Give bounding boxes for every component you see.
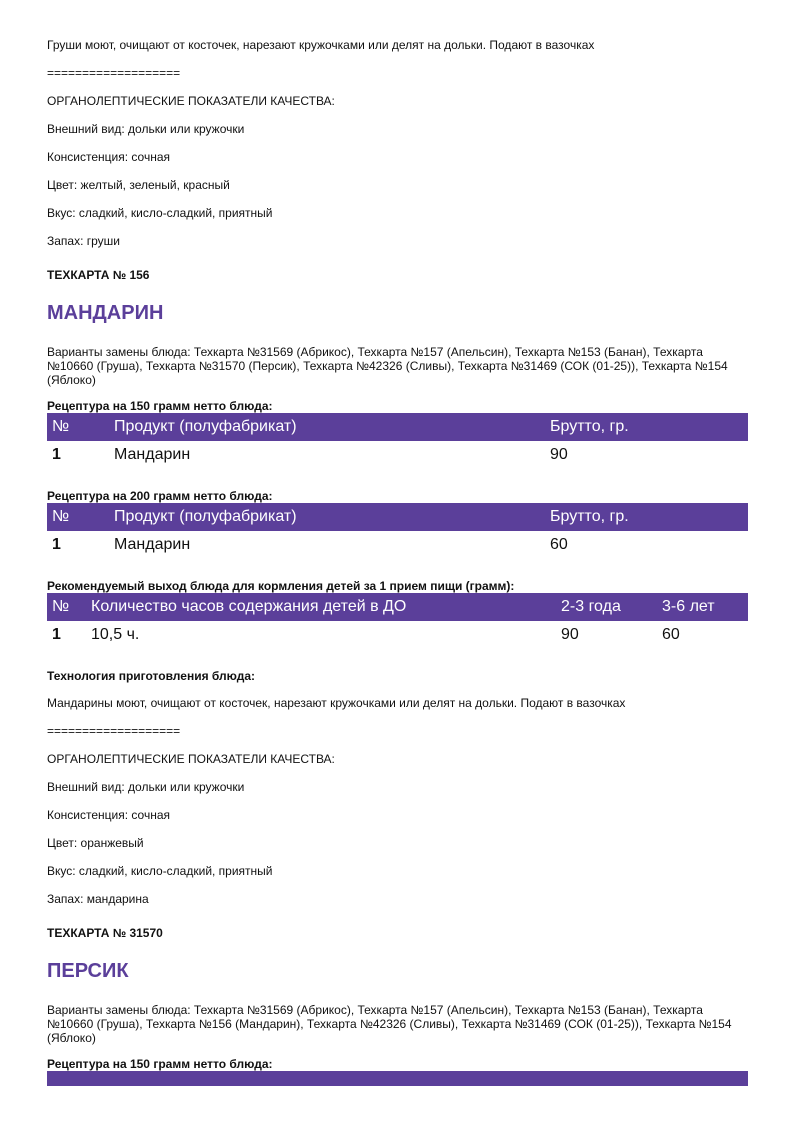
mandarin-appearance: Внешний вид: дольки или кружочки	[47, 780, 245, 794]
pear-tech-text: Груши моют, очищают от косточек, нарезают кружочками или делят на дольки. Подают в вазочках	[47, 38, 595, 52]
peach-card-number: ТЕХКАРТА № 31570	[47, 926, 163, 940]
header-cell-gross: Брутто, гр.	[550, 508, 629, 525]
mandarin-tech-heading: Технология приготовления блюда:	[47, 669, 256, 683]
pear-organo-title: ОРГАНОЛЕПТИЧЕСКИЕ ПОКАЗАТЕЛИ КАЧЕСТВА:	[47, 94, 335, 108]
row-cell-number: 1	[52, 446, 61, 463]
peach-variants: Варианты замены блюда: Техкарта №31569 (Абрикос), Техкарта №157 (Апельсин), Техкарта №153 (Банан), Техкарта №10660 (Груша), Техкарта №156 (Мандарин), Техкарта №42326 (Сливы), Техкарта №31469 (СОК (01-25)), Техкарта №154 (Яблоко)	[47, 1003, 732, 1045]
peach-recipe150-table-header	[47, 1071, 748, 1086]
mandarin-divider: ===================	[47, 724, 181, 738]
mandarin-yield-table-header	[47, 593, 748, 621]
row-cell-product: Мандарин	[114, 446, 191, 463]
peach-recipe150-heading: Рецептура на 150 грамм нетто блюда:	[47, 1057, 273, 1071]
header-cell-number: №	[52, 508, 70, 525]
row-cell-number: 1	[52, 626, 61, 643]
pear-color: Цвет: желтый, зеленый, красный	[47, 178, 230, 192]
mandarin-card-number: ТЕХКАРТА № 156	[47, 268, 150, 282]
header-cell-number: №	[52, 598, 70, 615]
mandarin-taste: Вкус: сладкий, кисло-сладкий, приятный	[47, 864, 273, 878]
mandarin-tech-text: Мандарины моют, очищают от косточек, нарезают кружочками или делят на дольки. Подают в вазочках	[47, 696, 626, 710]
row-cell-gross: 60	[550, 536, 568, 553]
row-cell-gross: 90	[550, 446, 568, 463]
row-cell-product: Мандарин	[114, 536, 191, 553]
mandarin-color: Цвет: оранжевый	[47, 836, 144, 850]
mandarin-variants: Варианты замены блюда: Техкарта №31569 (Абрикос), Техкарта №157 (Апельсин), Техкарта №153 (Банан), Техкарта №10660 (Груша), Техкарта №31570 (Персик), Техкарта №42326 (Сливы), Техкарта №31469 (СОК (01-25)), Техкарта №154 (Яблоко)	[47, 345, 728, 387]
mandarin-yield-heading: Рекомендуемый выход блюда для кормления детей за 1 прием пищи (грамм):	[47, 579, 515, 593]
table-row	[47, 531, 748, 559]
mandarin-organo-title: ОРГАНОЛЕПТИЧЕСКИЕ ПОКАЗАТЕЛИ КАЧЕСТВА:	[47, 752, 335, 766]
mandarin-recipe150-table-header	[47, 413, 748, 441]
mandarin-recipe150-heading: Рецептура на 150 грамм нетто блюда:	[47, 399, 273, 413]
peach-title: ПЕРСИК	[47, 960, 129, 982]
header-cell-age-2-3: 2-3 года	[561, 598, 621, 615]
table-row	[47, 441, 748, 469]
header-cell-product: Продукт (полуфабрикат)	[114, 508, 297, 525]
pear-appearance: Внешний вид: дольки или кружочки	[47, 122, 245, 136]
mandarin-recipe200-heading: Рецептура на 200 грамм нетто блюда:	[47, 489, 273, 503]
mandarin-recipe200-table-header	[47, 503, 748, 531]
table-row	[47, 621, 748, 649]
header-cell-gross: Брутто, гр.	[550, 418, 629, 435]
row-cell-hours: 10,5 ч.	[91, 626, 140, 643]
row-cell-age-2-3: 90	[561, 626, 579, 643]
mandarin-smell: Запах: мандарина	[47, 892, 149, 906]
pear-consistency: Консистенция: сочная	[47, 150, 170, 164]
header-cell-product: Продукт (полуфабрикат)	[114, 418, 297, 435]
header-cell-age-3-6: 3-6 лет	[662, 598, 715, 615]
mandarin-title: МАНДАРИН	[47, 302, 164, 324]
mandarin-consistency: Консистенция: сочная	[47, 808, 170, 822]
pear-divider: ===================	[47, 66, 181, 80]
header-cell-number: №	[52, 418, 70, 435]
pear-smell: Запах: груши	[47, 234, 121, 248]
pear-taste: Вкус: сладкий, кисло-сладкий, приятный	[47, 206, 273, 220]
row-cell-number: 1	[52, 536, 61, 553]
row-cell-age-3-6: 60	[662, 626, 680, 643]
header-cell-hours: Количество часов содержания детей в ДО	[91, 598, 407, 615]
